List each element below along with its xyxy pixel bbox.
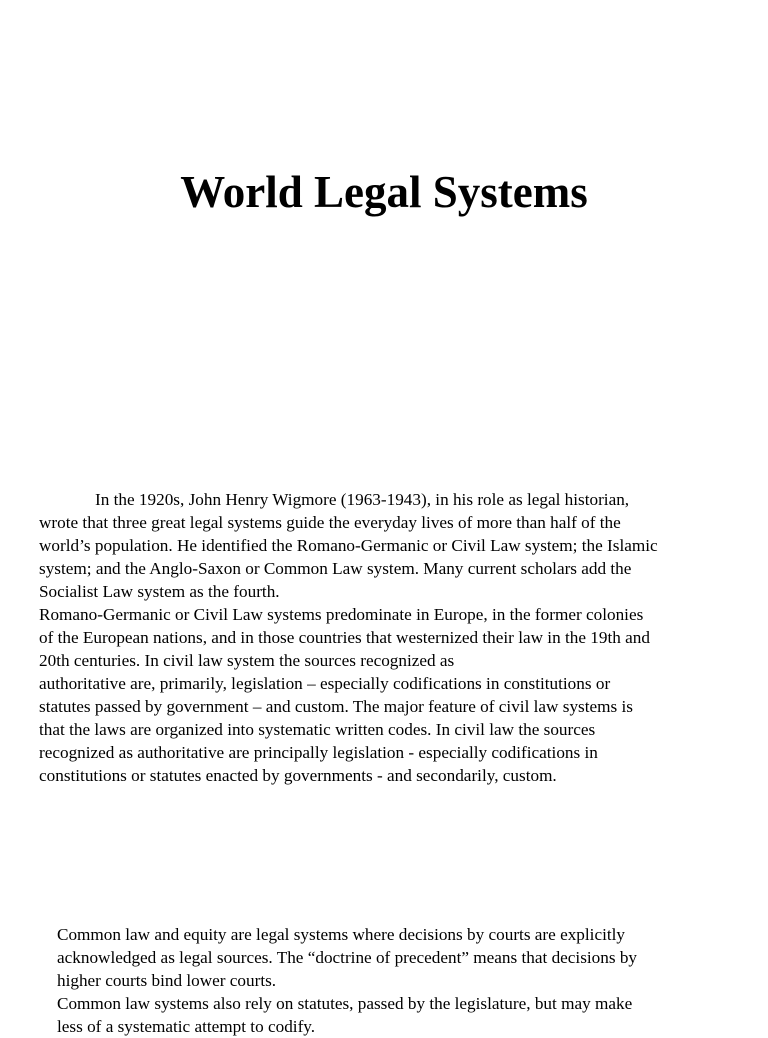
paragraph-common-law-equity (57, 923, 747, 992)
text-line: acknowledged as legal sources. The “doctrine of precedent” means that decisions by (57, 948, 638, 967)
text-line: system; and the Anglo-Saxon or Common Law system. Many current scholars add the (39, 559, 632, 578)
text-line: authoritative are, primarily, legislation – especially codifications in constitutions or (39, 674, 611, 693)
paragraph-common-law-statutes (57, 992, 747, 1038)
text-line: of the European nations, and in those countries that westernized their law in the 19th and (39, 628, 650, 647)
text-line: less of a systematic attempt to codify. (57, 1017, 316, 1036)
body-section-common-law (57, 923, 747, 1038)
text-line: Romano-Germanic or Civil Law systems predominate in Europe, in the former colonies (39, 605, 644, 624)
text-line: higher courts bind lower courts. (57, 971, 277, 990)
text-line: Common law systems also rely on statutes, passed by the legislature, but may make (57, 994, 633, 1013)
paragraph-wigmore (39, 488, 739, 603)
text-line: 20th centuries. In civil law system the sources recognized as (39, 651, 455, 670)
text-line: constitutions or statutes enacted by governments - and secondarily, custom. (39, 766, 557, 785)
text-line: that the laws are organized into systematic written codes. In civil law the sources (39, 720, 596, 739)
text-line: Common law and equity are legal systems where decisions by courts are explicitly (57, 925, 625, 944)
text-line: recognized as authoritative are principally legislation - especially codifications in (39, 743, 598, 762)
document-title: World Legal Systems (180, 167, 588, 217)
paragraph-civil-law (39, 603, 739, 787)
body-section-civil-law (39, 488, 739, 787)
text-line: statutes passed by government – and custom. The major feature of civil law systems is (39, 697, 633, 716)
text-line: In the 1920s, John Henry Wigmore (1963-1943), in his role as legal historian, (95, 490, 630, 509)
text-line: wrote that three great legal systems guide the everyday lives of more than half of the (39, 513, 621, 532)
text-line: Socialist Law system as the fourth. (39, 582, 280, 601)
text-line: world’s population. He identified the Romano-Germanic or Civil Law system; the Islamic (39, 536, 658, 555)
